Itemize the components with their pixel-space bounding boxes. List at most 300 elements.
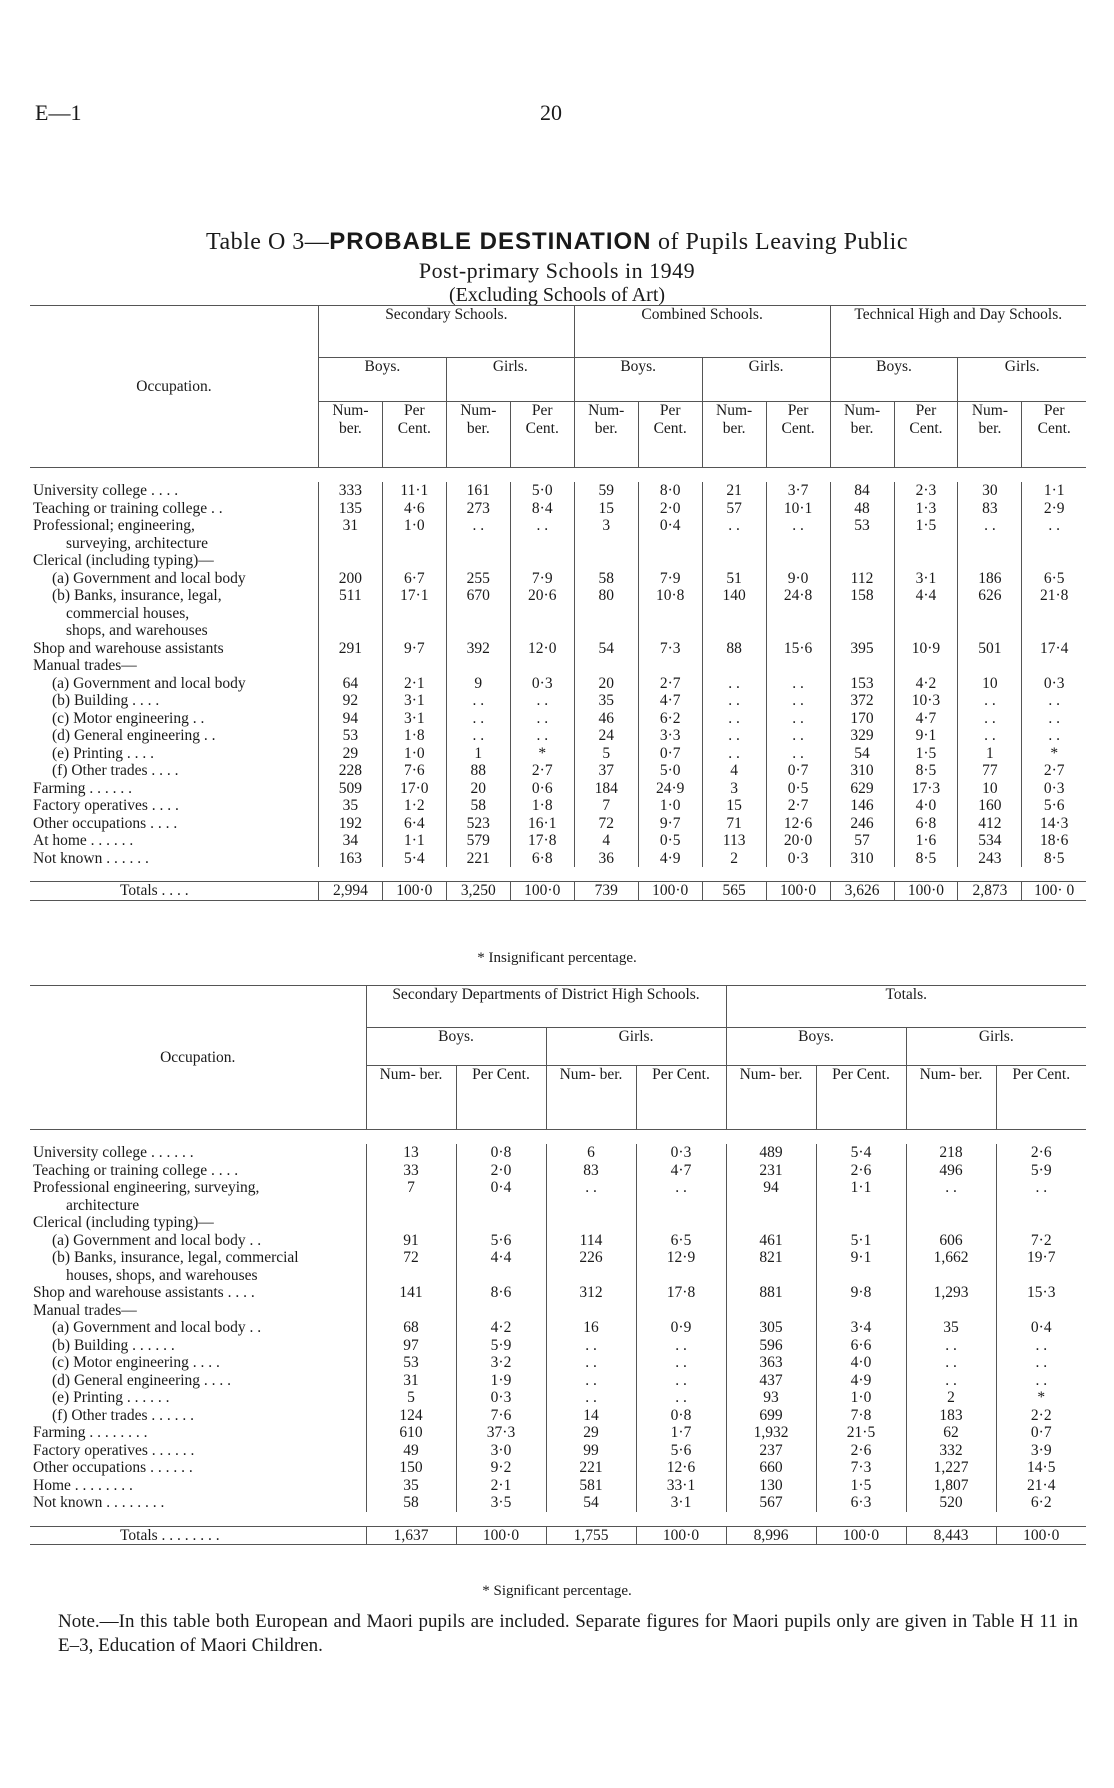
number-cell xyxy=(958,535,1022,553)
percent-cell: 12·6 xyxy=(766,815,830,833)
percent-cell: 3·9 xyxy=(996,1442,1086,1460)
number-cell: 57 xyxy=(702,500,766,518)
number-cell: 363 xyxy=(726,1354,816,1372)
percent-cell: 0·3 xyxy=(1022,675,1086,693)
percent-cell: 2·6 xyxy=(996,1144,1086,1162)
number-cell: 3 xyxy=(574,517,638,535)
percent-cell: 0·3 xyxy=(636,1144,726,1162)
table-row xyxy=(30,605,1086,623)
percent-cell xyxy=(894,622,958,640)
occupation-label: Other occupations . . . . xyxy=(33,814,178,832)
percent-header: Per Cent. xyxy=(1022,402,1086,468)
number-cell: 372 xyxy=(830,692,894,710)
percent-cell: 1·0 xyxy=(382,745,446,763)
boys-header: Boys. xyxy=(830,358,958,402)
number-cell: 170 xyxy=(830,710,894,728)
number-cell xyxy=(318,605,382,623)
number-cell: 8,996 xyxy=(726,1526,816,1545)
percent-cell: 8·5 xyxy=(894,850,958,868)
number-cell: 124 xyxy=(366,1407,456,1425)
occupation-label: Factory operatives . . . . xyxy=(33,797,179,814)
percent-cell: 17·3 xyxy=(894,780,958,798)
occupation-label: (f) Other trades . . . . xyxy=(52,762,179,779)
percent-cell xyxy=(996,1267,1086,1285)
percent-cell: 7·6 xyxy=(456,1407,546,1425)
percent-cell: 7·3 xyxy=(816,1459,906,1477)
percent-cell: 9·1 xyxy=(894,727,958,745)
percent-cell: 24·9 xyxy=(638,780,702,798)
number-cell xyxy=(702,552,766,570)
percent-cell xyxy=(456,1302,546,1320)
percent-cell: 1·5 xyxy=(894,745,958,763)
number-cell: 59 xyxy=(574,482,638,500)
number-cell xyxy=(318,552,382,570)
number-cell: . . xyxy=(958,710,1022,728)
table-note: Note.—In this table both European and Maori pupils are included. Separate figures for Maori pupils only are given in Table H 11 in E–3, Education of Maori Children. xyxy=(58,1611,1078,1656)
number-cell: 1,755 xyxy=(546,1526,636,1545)
number-cell xyxy=(446,535,510,553)
occupation-header: Occupation. xyxy=(30,306,318,468)
number-cell: 35 xyxy=(906,1319,996,1337)
number-cell xyxy=(318,657,382,675)
number-cell xyxy=(702,535,766,553)
number-cell: 130 xyxy=(726,1477,816,1495)
percent-cell: . . xyxy=(1022,710,1086,728)
percent-cell: 9·8 xyxy=(816,1284,906,1302)
title-prefix: Table O 3— xyxy=(205,229,330,255)
number-cell: 3,626 xyxy=(830,882,894,901)
number-cell: 48 xyxy=(830,500,894,518)
percent-cell: 9·1 xyxy=(816,1249,906,1267)
number-cell: 92 xyxy=(318,692,382,710)
percent-cell xyxy=(638,657,702,675)
percent-cell xyxy=(510,657,574,675)
number-cell xyxy=(958,552,1022,570)
number-cell: 221 xyxy=(546,1459,636,1477)
occupation-label: (c) Motor engineering . . . . xyxy=(52,1354,220,1371)
occupation-label: Not known . . . . . . . . xyxy=(33,1494,165,1511)
percent-cell: 1·1 xyxy=(382,832,446,850)
percent-cell: 11·1 xyxy=(382,482,446,500)
percent-cell: 3·1 xyxy=(382,710,446,728)
number-cell: 1 xyxy=(446,745,510,763)
number-cell: 489 xyxy=(726,1144,816,1162)
number-cell: 821 xyxy=(726,1249,816,1267)
number-cell: . . xyxy=(906,1372,996,1390)
number-cell: 523 xyxy=(446,815,510,833)
occupation-label: Teaching or training college . . xyxy=(33,499,223,517)
number-cell: 36 xyxy=(574,850,638,868)
footnote-significant: * Significant percentage. xyxy=(482,1583,632,1599)
percent-header: Per Cent. xyxy=(510,402,574,468)
percent-cell: 2·0 xyxy=(456,1162,546,1180)
number-cell: 72 xyxy=(366,1249,456,1267)
percent-cell: . . xyxy=(636,1179,726,1197)
number-cell: . . xyxy=(546,1372,636,1390)
number-cell: 2,994 xyxy=(318,882,382,901)
number-cell: 461 xyxy=(726,1232,816,1250)
percent-cell xyxy=(510,622,574,640)
percent-cell: . . xyxy=(766,517,830,535)
table-row xyxy=(30,1407,1086,1425)
percent-cell xyxy=(766,657,830,675)
percent-cell: 17·1 xyxy=(382,587,446,605)
percent-cell: 9·0 xyxy=(766,570,830,588)
percent-cell: 2·6 xyxy=(816,1442,906,1460)
number-cell: 246 xyxy=(830,815,894,833)
percent-cell: 7·3 xyxy=(638,640,702,658)
percent-cell: 8·5 xyxy=(1022,850,1086,868)
number-cell: 31 xyxy=(318,517,382,535)
occupation-label: Home . . . . . . . . xyxy=(33,1476,133,1494)
percent-cell: 5·0 xyxy=(638,762,702,780)
number-cell: 660 xyxy=(726,1459,816,1477)
number-cell: 9 xyxy=(446,675,510,693)
percent-cell xyxy=(382,535,446,553)
table-row xyxy=(30,1319,1086,1337)
number-cell: . . xyxy=(446,727,510,745)
number-cell: 13 xyxy=(366,1144,456,1162)
number-cell: 54 xyxy=(574,640,638,658)
percent-cell xyxy=(638,552,702,570)
number-cell: 305 xyxy=(726,1319,816,1337)
percent-cell xyxy=(638,535,702,553)
table-row xyxy=(30,1337,1086,1355)
number-cell xyxy=(830,552,894,570)
number-cell xyxy=(366,1302,456,1320)
percent-cell: 4·4 xyxy=(456,1249,546,1267)
number-cell: 606 xyxy=(906,1232,996,1250)
occupation-label: Manual trades— xyxy=(33,657,137,674)
occupation-label: (c) Motor engineering . . xyxy=(52,709,205,727)
table-row xyxy=(30,552,1086,570)
percent-cell: 100·0 xyxy=(510,882,574,901)
table-row xyxy=(30,1372,1086,1390)
percent-cell: 8·5 xyxy=(894,762,958,780)
percent-cell: 15·6 xyxy=(766,640,830,658)
percent-cell: 6·7 xyxy=(382,570,446,588)
number-cell: 53 xyxy=(318,727,382,745)
number-cell: 310 xyxy=(830,850,894,868)
percent-cell: . . xyxy=(996,1354,1086,1372)
number-cell: 626 xyxy=(958,587,1022,605)
girls-header: Girls. xyxy=(446,358,574,402)
number-cell: 94 xyxy=(726,1179,816,1197)
percent-cell: 7·2 xyxy=(996,1232,1086,1250)
percent-cell: 7·8 xyxy=(816,1407,906,1425)
percent-cell: 3·0 xyxy=(456,1442,546,1460)
table-row xyxy=(30,517,1086,535)
table-row xyxy=(30,797,1086,815)
table-row xyxy=(30,815,1086,833)
percent-cell: * xyxy=(996,1389,1086,1407)
occupation-label: architecture xyxy=(66,1196,140,1214)
number-cell: 509 xyxy=(318,780,382,798)
number-cell: 4 xyxy=(702,762,766,780)
number-cell: 200 xyxy=(318,570,382,588)
percent-cell: . . xyxy=(766,692,830,710)
number-cell: . . xyxy=(546,1354,636,1372)
table-row xyxy=(30,640,1086,658)
percent-cell: 3·1 xyxy=(894,570,958,588)
number-cell: 10 xyxy=(958,675,1022,693)
girls-header: Girls. xyxy=(702,358,830,402)
percent-cell xyxy=(638,605,702,623)
table-row xyxy=(30,622,1086,640)
number-cell: . . xyxy=(446,692,510,710)
number-cell: 54 xyxy=(830,745,894,763)
percent-cell: 3·3 xyxy=(638,727,702,745)
number-cell xyxy=(546,1267,636,1285)
number-cell: . . xyxy=(702,727,766,745)
percent-cell: . . xyxy=(1022,692,1086,710)
number-header: Num- ber. xyxy=(726,1066,816,1130)
number-cell: 146 xyxy=(830,797,894,815)
percent-cell xyxy=(1022,535,1086,553)
number-cell: 88 xyxy=(702,640,766,658)
percent-cell: 2·9 xyxy=(1022,500,1086,518)
totals-label: Totals . . . . . . . . xyxy=(30,1526,366,1545)
percent-cell: 1·5 xyxy=(816,1477,906,1495)
number-cell: 565 xyxy=(702,882,766,901)
percent-cell: 9·7 xyxy=(382,640,446,658)
percent-cell: 4·0 xyxy=(816,1354,906,1372)
number-cell: 228 xyxy=(318,762,382,780)
number-cell xyxy=(574,552,638,570)
number-cell: 58 xyxy=(366,1494,456,1512)
percent-cell xyxy=(766,552,830,570)
percent-cell: 6·8 xyxy=(894,815,958,833)
percent-cell: 2·6 xyxy=(816,1162,906,1180)
percent-cell: 14·5 xyxy=(996,1459,1086,1477)
percent-cell: 0·4 xyxy=(456,1179,546,1197)
percent-cell: 1·2 xyxy=(382,797,446,815)
table-row xyxy=(30,1389,1086,1407)
percent-cell: 1·3 xyxy=(894,500,958,518)
percent-cell: 3·7 xyxy=(766,482,830,500)
number-cell: . . xyxy=(546,1337,636,1355)
percent-cell: 5·6 xyxy=(636,1442,726,1460)
number-cell: . . xyxy=(446,710,510,728)
number-cell xyxy=(366,1267,456,1285)
percent-cell: 1·9 xyxy=(456,1372,546,1390)
occupation-label: commercial houses, xyxy=(66,604,190,622)
number-cell: 511 xyxy=(318,587,382,605)
occupation-label: shops, and warehouses xyxy=(66,622,208,639)
number-cell: . . xyxy=(702,517,766,535)
percent-cell: 5·6 xyxy=(1022,797,1086,815)
percent-cell: 14·3 xyxy=(1022,815,1086,833)
number-cell xyxy=(726,1302,816,1320)
percent-cell: 0·9 xyxy=(636,1319,726,1337)
number-cell: 243 xyxy=(958,850,1022,868)
number-cell: 33 xyxy=(366,1162,456,1180)
number-cell: 5 xyxy=(574,745,638,763)
percent-cell: 6·3 xyxy=(816,1494,906,1512)
number-cell xyxy=(702,605,766,623)
number-cell: 312 xyxy=(546,1284,636,1302)
table-row xyxy=(30,500,1086,518)
number-cell: 4 xyxy=(574,832,638,850)
number-cell xyxy=(906,1197,996,1215)
percent-cell: . . xyxy=(996,1337,1086,1355)
table-row xyxy=(30,657,1086,675)
number-cell: 310 xyxy=(830,762,894,780)
percent-cell: 2·7 xyxy=(638,675,702,693)
number-cell: 29 xyxy=(318,745,382,763)
number-cell: 739 xyxy=(574,882,638,901)
percent-cell: 9·2 xyxy=(456,1459,546,1477)
percent-cell xyxy=(996,1214,1086,1232)
percent-header: Per Cent. xyxy=(996,1066,1086,1130)
percent-cell: 16·1 xyxy=(510,815,574,833)
percent-cell: . . xyxy=(510,727,574,745)
number-cell: 24 xyxy=(574,727,638,745)
destination-table-2 xyxy=(30,985,1086,1545)
percent-cell: 1·1 xyxy=(816,1179,906,1197)
page-number: 20 xyxy=(540,100,562,125)
table-row xyxy=(30,710,1086,728)
percent-cell: 18·6 xyxy=(1022,832,1086,850)
percent-cell xyxy=(510,605,574,623)
number-cell: . . xyxy=(702,710,766,728)
number-cell: 567 xyxy=(726,1494,816,1512)
number-cell: 184 xyxy=(574,780,638,798)
number-header: Num- ber. xyxy=(366,1066,456,1130)
occupation-label: Clerical (including typing)— xyxy=(33,552,214,569)
number-cell xyxy=(906,1214,996,1232)
percent-cell: 2·2 xyxy=(996,1407,1086,1425)
percent-cell: 5·0 xyxy=(510,482,574,500)
percent-cell: 21·8 xyxy=(1022,587,1086,605)
percent-cell: 10·1 xyxy=(766,500,830,518)
percent-cell: 4·7 xyxy=(894,710,958,728)
number-header: Num- ber. xyxy=(958,402,1022,468)
table-row xyxy=(30,832,1086,850)
percent-cell: 4·2 xyxy=(456,1319,546,1337)
percent-cell: 2·3 xyxy=(894,482,958,500)
number-cell xyxy=(574,605,638,623)
boys-header: Boys. xyxy=(726,1028,906,1066)
percent-cell: . . xyxy=(510,710,574,728)
percent-cell: 0·7 xyxy=(996,1424,1086,1442)
percent-cell: 100·0 xyxy=(766,882,830,901)
percent-cell: 5·9 xyxy=(996,1162,1086,1180)
number-cell: 91 xyxy=(366,1232,456,1250)
occupation-label: Shop and warehouse assistants . . . . xyxy=(33,1284,255,1301)
table-title-line2: Post-primary Schools in 1949 xyxy=(418,258,696,283)
percent-cell: . . xyxy=(1022,727,1086,745)
percent-cell xyxy=(996,1197,1086,1215)
destination-table-1 xyxy=(30,305,1086,901)
percent-cell xyxy=(766,605,830,623)
number-cell: . . xyxy=(906,1354,996,1372)
number-cell: 15 xyxy=(574,500,638,518)
percent-cell xyxy=(1022,552,1086,570)
boys-header: Boys. xyxy=(318,358,446,402)
percent-cell: . . xyxy=(636,1389,726,1407)
table-row xyxy=(30,1144,1086,1162)
number-cell: 291 xyxy=(318,640,382,658)
number-cell xyxy=(726,1267,816,1285)
number-header: Num- ber. xyxy=(546,1066,636,1130)
number-cell: 84 xyxy=(830,482,894,500)
number-cell: 332 xyxy=(906,1442,996,1460)
percent-cell xyxy=(894,535,958,553)
percent-cell: 0·7 xyxy=(638,745,702,763)
percent-cell: 33·1 xyxy=(636,1477,726,1495)
technical-schools-header: Technical High and Day Schools. xyxy=(830,306,1086,358)
percent-cell: . . xyxy=(766,727,830,745)
percent-cell: 5·4 xyxy=(816,1144,906,1162)
number-cell: 501 xyxy=(958,640,1022,658)
percent-cell: 5·4 xyxy=(382,850,446,868)
number-cell: 83 xyxy=(546,1162,636,1180)
percent-cell: 0·3 xyxy=(510,675,574,693)
number-cell xyxy=(830,605,894,623)
percent-cell: 6·2 xyxy=(638,710,702,728)
percent-cell xyxy=(766,535,830,553)
percent-cell: 0·8 xyxy=(636,1407,726,1425)
percent-cell: * xyxy=(510,745,574,763)
number-cell: 77 xyxy=(958,762,1022,780)
number-cell: 150 xyxy=(366,1459,456,1477)
number-cell: 7 xyxy=(366,1179,456,1197)
number-cell: 2 xyxy=(702,850,766,868)
percent-cell xyxy=(894,657,958,675)
percent-cell: 0·5 xyxy=(766,780,830,798)
percent-cell: . . xyxy=(636,1354,726,1372)
number-cell: 72 xyxy=(574,815,638,833)
percent-cell: 12·0 xyxy=(510,640,574,658)
percent-cell: 4·0 xyxy=(894,797,958,815)
number-cell: . . xyxy=(906,1179,996,1197)
percent-cell: 2·7 xyxy=(1022,762,1086,780)
percent-cell: 2·7 xyxy=(510,762,574,780)
number-cell: 1,932 xyxy=(726,1424,816,1442)
girls-header: Girls. xyxy=(906,1028,1086,1066)
percent-cell xyxy=(636,1302,726,1320)
number-cell xyxy=(958,622,1022,640)
percent-cell: 17·0 xyxy=(382,780,446,798)
occupation-label: houses, shops, and warehouses xyxy=(66,1266,258,1284)
number-cell xyxy=(830,657,894,675)
percent-cell xyxy=(816,1302,906,1320)
percent-cell: 6·5 xyxy=(1022,570,1086,588)
occupation-label: Manual trades— xyxy=(33,1301,137,1319)
occupation-label: Farming . . . . . . xyxy=(33,779,133,797)
percent-cell xyxy=(456,1214,546,1232)
percent-cell: 21·4 xyxy=(996,1477,1086,1495)
number-cell: 35 xyxy=(366,1477,456,1495)
number-cell: 46 xyxy=(574,710,638,728)
number-cell: 7 xyxy=(574,797,638,815)
number-header: Num- ber. xyxy=(574,402,638,468)
number-cell xyxy=(366,1197,456,1215)
percent-cell: 6·5 xyxy=(636,1232,726,1250)
number-cell xyxy=(958,605,1022,623)
occupation-label: University college . . . . . . xyxy=(33,1144,194,1161)
number-cell: 71 xyxy=(702,815,766,833)
secondary-schools-header: Secondary Schools. xyxy=(318,306,574,358)
percent-cell xyxy=(816,1214,906,1232)
number-cell: 221 xyxy=(446,850,510,868)
percent-cell: 3·5 xyxy=(456,1494,546,1512)
number-cell: 273 xyxy=(446,500,510,518)
percent-header: Per Cent. xyxy=(766,402,830,468)
number-cell: 158 xyxy=(830,587,894,605)
number-header: Num- ber. xyxy=(318,402,382,468)
